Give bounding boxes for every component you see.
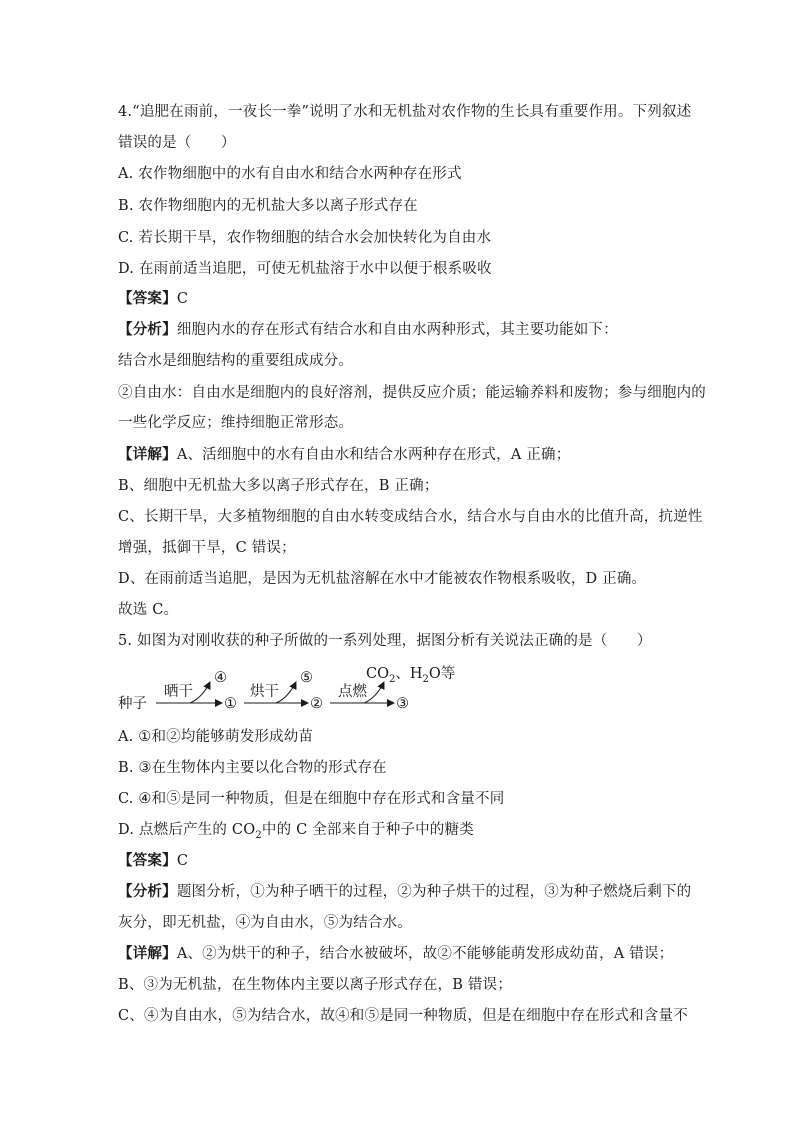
q4-option-c: C. 若长期干旱，农作物细胞的结合水会加快转化为自由水 [118, 230, 492, 246]
q5-analysis-line1 [118, 882, 691, 902]
q5-analysis-line2: 灰分，即无机盐，④为自由水，⑤为结合水。 [118, 915, 412, 931]
seed-processing-diagram [112, 662, 472, 714]
q5-detail-line1 [118, 944, 673, 964]
answer-tag: 【答案】 [118, 290, 177, 307]
analysis-text: 题图分析，①为种子晒干的过程，②为种子烘干的过程，③为种子燃烧后剩下的 [176, 884, 692, 900]
diagram-node-2: ② [310, 696, 323, 712]
q4-conclusion: 故选 C。 [118, 602, 179, 618]
diagram-step1-label: 晒干 [164, 684, 193, 700]
q4-detail-line5: D、在雨前适当追肥，是因为无机盐溶解在水中才能被农作物根系吸收，D 正确。 [118, 571, 647, 587]
q4-option-a: A. 农作物细胞中的水有自由水和结合水两种存在形式 [118, 166, 462, 182]
q4-analysis-line4: 一些化学反应；维持细胞正常形态。 [118, 415, 354, 431]
q4-analysis-line2: 结合水是细胞结构的重要组成成分。 [118, 353, 354, 369]
q5-option-b: B. ③在生物体内主要以化合物的形式存在 [118, 760, 387, 776]
answer-tag: 【答案】 [118, 852, 177, 869]
q4-detail-line1 [118, 445, 570, 465]
q4-answer [118, 289, 188, 309]
q5-answer [118, 851, 188, 871]
q4-detail-line2: B、细胞中无机盐大多以离子形式存在，B 正确； [118, 478, 439, 494]
q4-analysis-line3: ②自由水：自由水是细胞内的良好溶剂，提供反应介质；能运输养料和废物；参与细胞内的 [118, 385, 706, 401]
diagram-step3-label: 点燃 [338, 684, 367, 700]
diagram-seed-label: 种子 [118, 696, 147, 712]
analysis-tag: 【分析】 [118, 321, 177, 338]
diagram-branch-arrow-5 [276, 682, 296, 703]
q5-option-d: D. 点燃后产生的 $CO_2$中的 C 全部来自于种子中的糖类 [118, 822, 474, 841]
q4-option-b: B. 农作物细胞内的无机盐大多以离子形式存在 [118, 198, 418, 214]
q5-option-c: C. ④和⑤是同一种物质，但是在细胞中存在形式和含量不同 [118, 791, 505, 807]
detail-text: A、②为烘干的种子，结合水被破坏，故②不能够能萌发形成幼苗，A 错误； [176, 946, 674, 962]
detail-tag: 【详解】 [118, 446, 177, 463]
q4-option-d: D. 在雨前适当追肥，可使无机盐溶于水中以便于根系吸收 [118, 261, 492, 277]
diagram-step2-label: 烘干 [250, 684, 279, 700]
q5-detail-line2: B、③为无机盐，在生物体内主要以离子形式存在，B 错误； [118, 977, 513, 993]
answer-value: C [176, 853, 189, 869]
q4-detail-line4: 增强，抵御干旱，C 错误； [118, 540, 296, 556]
q4-detail-line3: C、长期干旱，大多植物细胞的自由水转变成结合水，结合水与自由水的比值升高，抗逆性 [118, 509, 703, 525]
q4-stem-line1: 4.“追肥在雨前，一夜长一拳”说明了水和无机盐对农作物的生长具有重要作用。下列叙述 [118, 104, 692, 120]
analysis-tag: 【分析】 [118, 883, 177, 900]
detail-text: A、活细胞中的水有自由水和结合水两种存在形式，A 正确； [176, 447, 571, 463]
analysis-text: 细胞内水的存在形式有结合水和自由水两种形式，其主要功能如下： [176, 322, 618, 338]
detail-tag: 【详解】 [118, 945, 177, 962]
q4-stem-line2: 错误的是（ ） [118, 135, 236, 151]
diagram-branch-arrow-gas [364, 682, 384, 703]
q4-analysis-line1 [118, 320, 618, 340]
q5-option-a: A. ①和②均能够萌发形成幼苗 [118, 729, 314, 745]
q5-detail-line3: C、④为自由水，⑤为结合水，故④和⑤是同一种物质，但是在细胞中存在形式和含量不 [118, 1008, 688, 1024]
answer-value: C [176, 291, 189, 307]
q5-stem: 5. 如图为对刚收获的种子所做的一系列处理，据图分析有关说法正确的是（ ） [118, 633, 652, 649]
diagram-node-3: ③ [396, 696, 409, 712]
diagram-node-5: ⑤ [300, 670, 313, 686]
diagram-branch-arrow-4 [190, 682, 210, 703]
diagram-node-1: ① [224, 696, 237, 712]
diagram-gas-products: $CO_2$、$H_2O$等 [366, 666, 456, 685]
diagram-node-4: ④ [214, 670, 227, 686]
